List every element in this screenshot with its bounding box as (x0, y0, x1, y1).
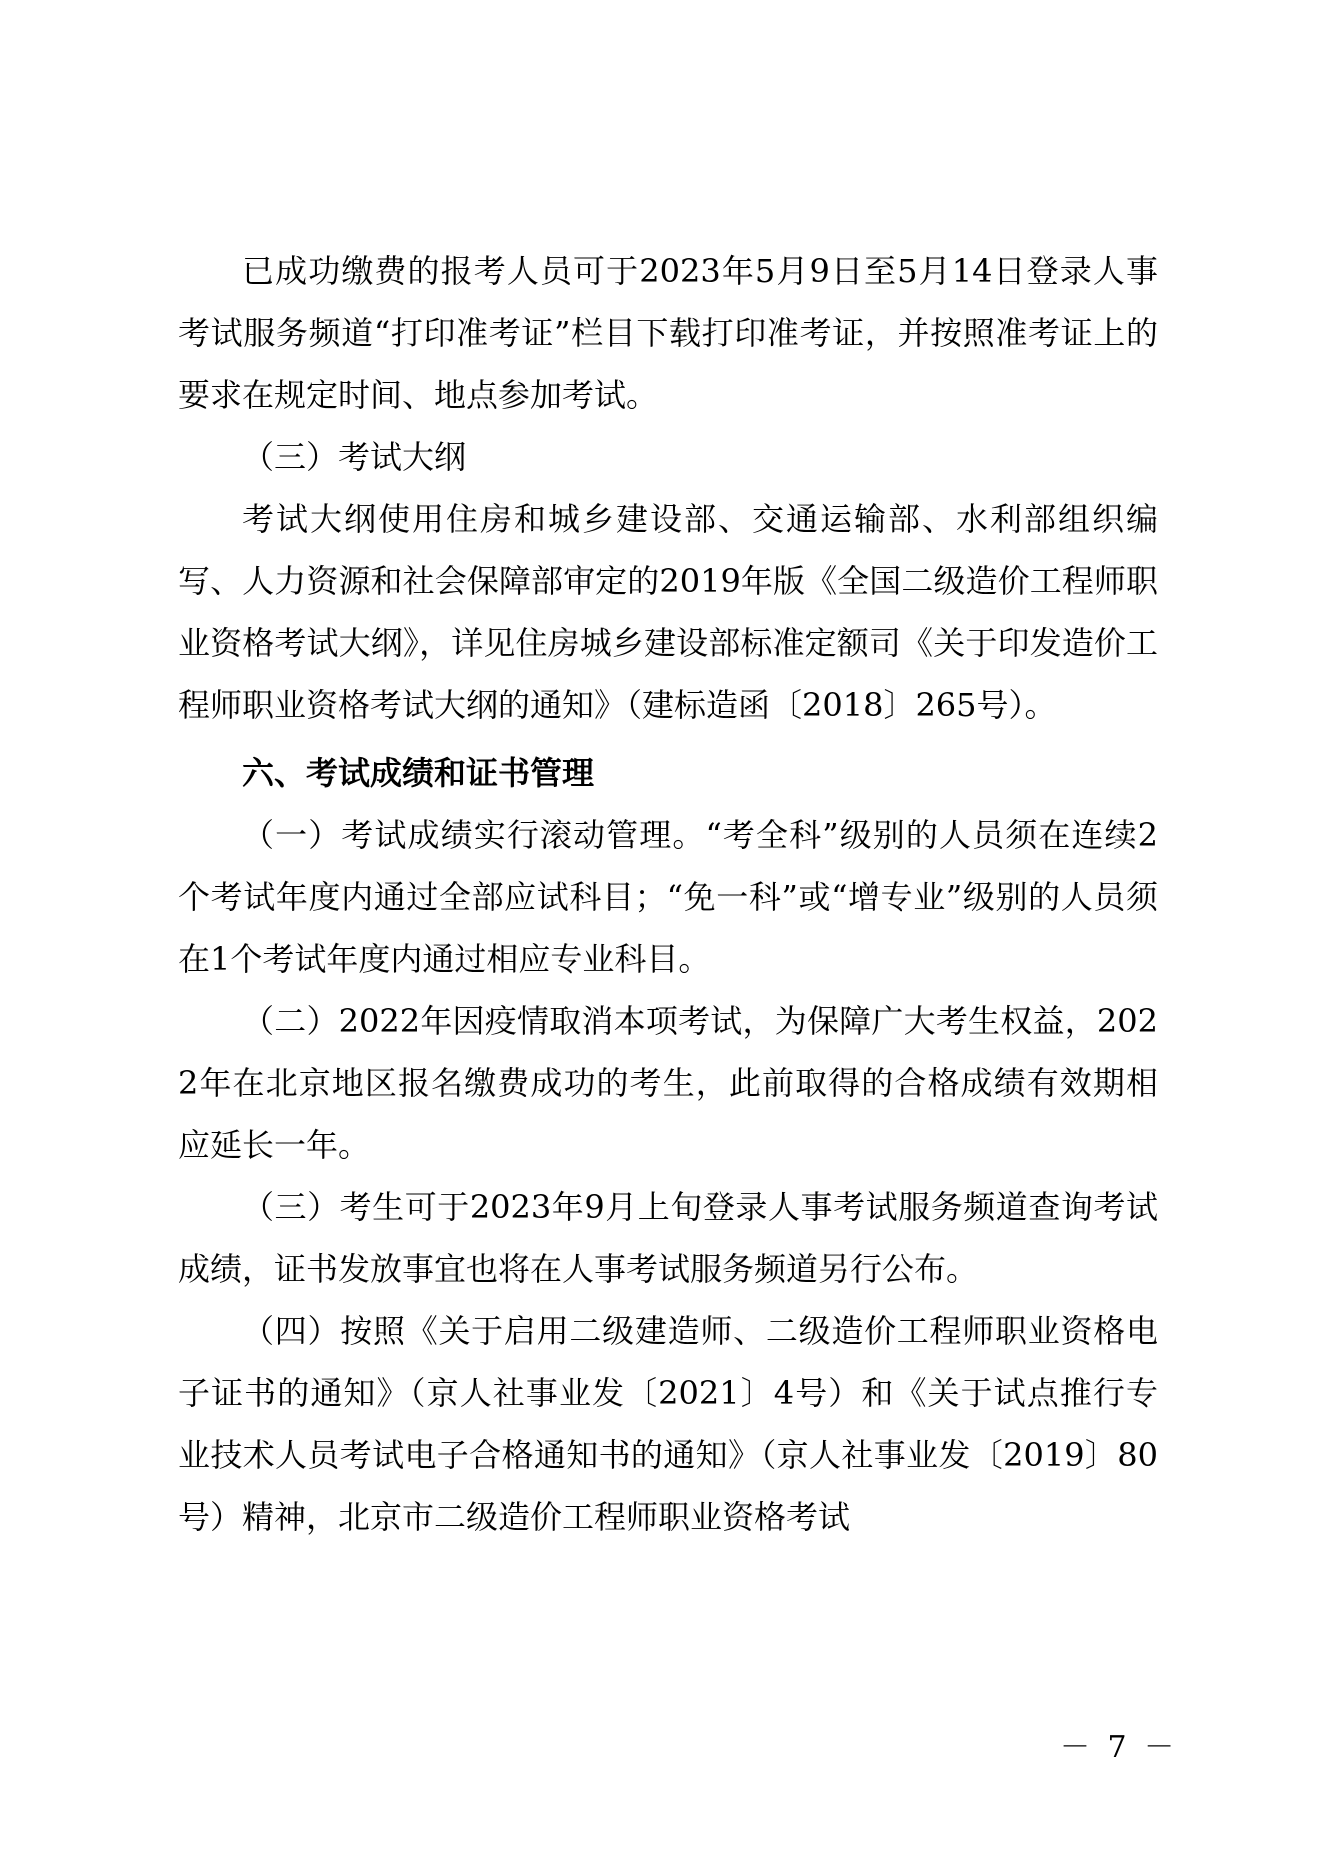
page-number: － 7 － (1060, 1730, 1179, 1765)
paragraph-score-query: （三）考生可于2023年9月上旬登录人事考试服务频道查询考试成绩，证书发放事宜也将在人事考试服务频道另行公布。 (178, 1188, 1158, 1288)
paragraph-electronic-certificate: （四）按照《关于启用二级建造师、二级造价工程师职业资格电子证书的通知》（京人社事业发〔2021〕4号）和《关于试点推行专业技术人员考试电子合格通知书的通知》（京人社事业发〔2019〕80号）精神，北京市二级造价工程师职业资格考试 (178, 1312, 1158, 1536)
body-text (178, 240, 1158, 1548)
paragraph-exam-syllabus: 考试大纲使用住房和城乡建设部、交通运输部、水利部组织编写、人力资源和社会保障部审定的2019年版《全国二级造价工程师职业资格考试大纲》，详见住房城乡建设部标准定额司《关于印发造价工程师职业资格考试大纲的通知》（建标造函〔2018〕265号）。 (178, 500, 1158, 724)
paragraph-validity-extension: （二）2022年因疫情取消本项考试，为保障广大考生权益，2022年在北京地区报名缴费成功的考生，此前取得的合格成绩有效期相应延长一年。 (178, 1002, 1158, 1164)
subheading-exam-syllabus: （三）考试大纲 (242, 438, 467, 476)
section-heading-scores-certificates: 六、考试成绩和证书管理 (242, 754, 595, 792)
paragraph-rolling-management: （一）考试成绩实行滚动管理。“考全科”级别的人员须在连续2个考试年度内通过全部应试科目；“免一科”或“增专业”级别的人员须在1个考试年度内通过相应专业科目。 (178, 816, 1158, 978)
paragraph-admission-ticket: 已成功缴费的报考人员可于2023年5月9日至5月14日登录人事考试服务频道“打印准考证”栏目下载打印准考证，并按照准考证上的要求在规定时间、地点参加考试。 (178, 252, 1158, 414)
